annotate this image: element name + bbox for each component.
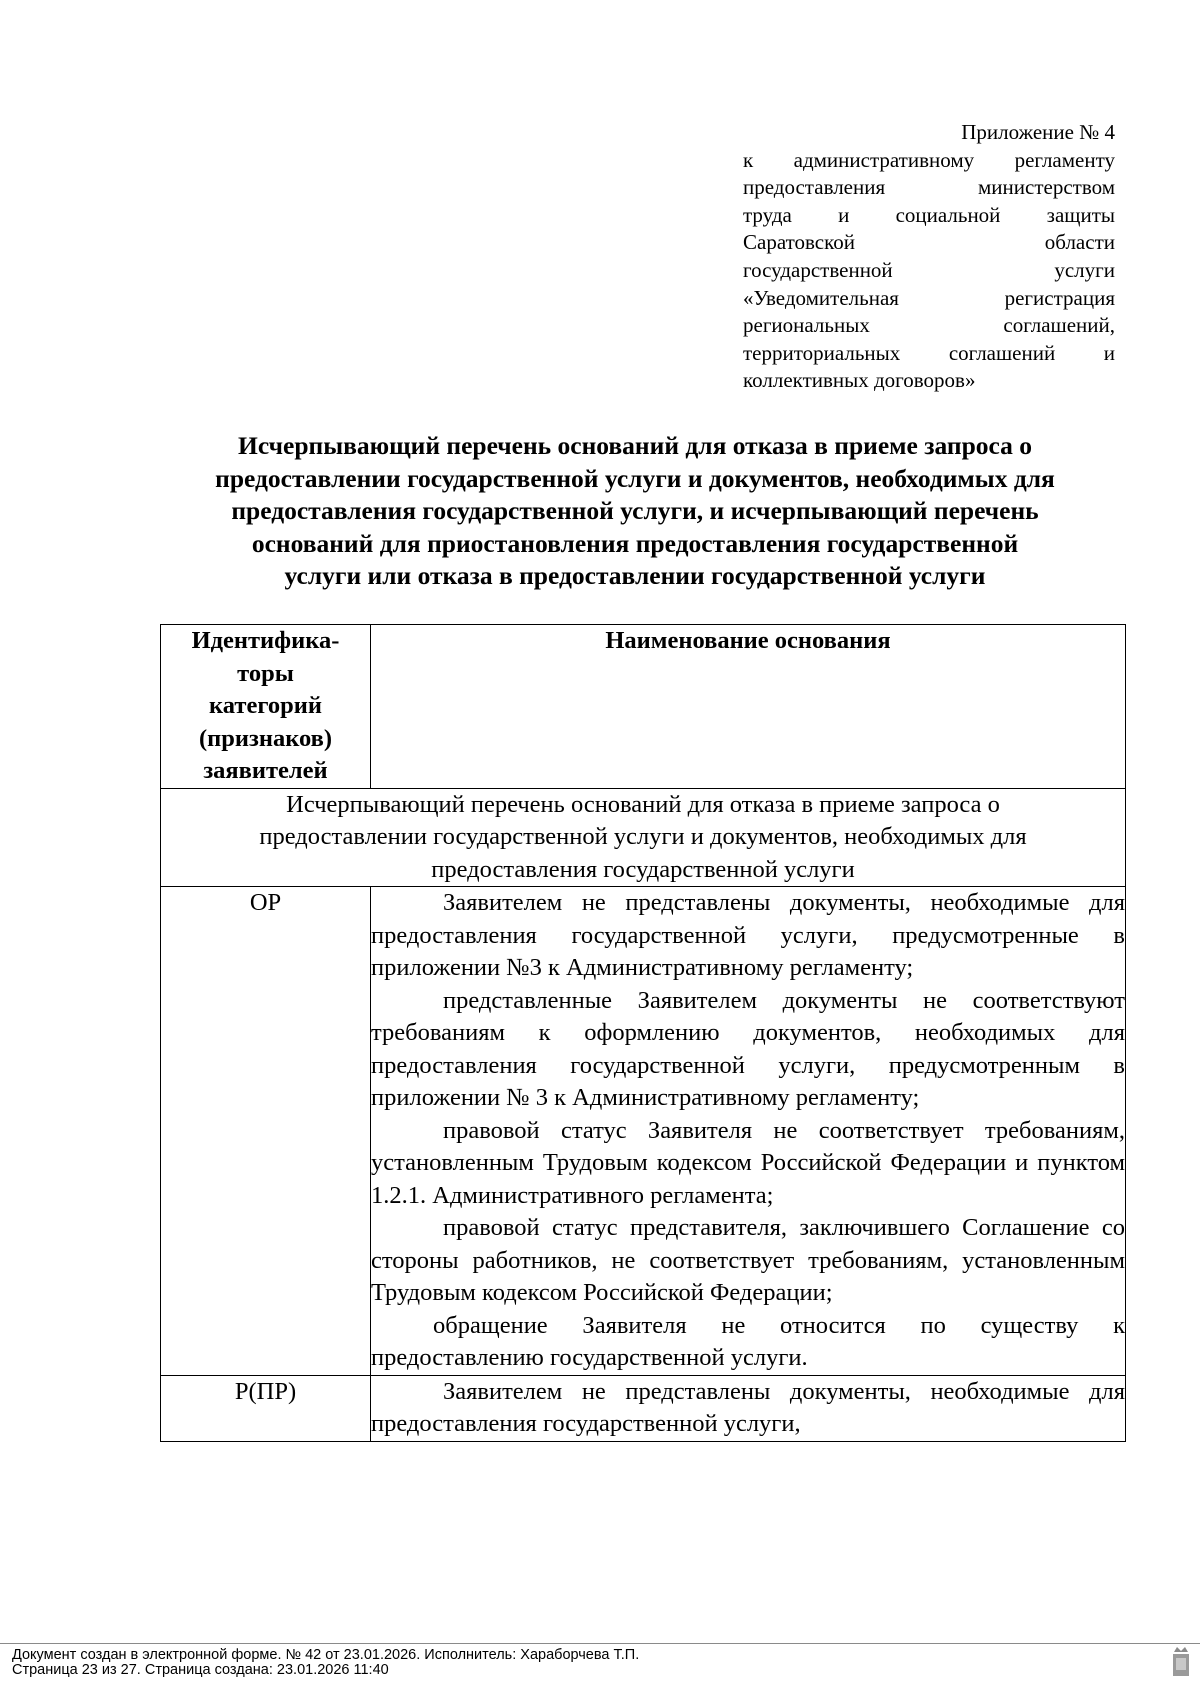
grounds-table (160, 624, 1126, 1442)
reason-paragraph: представленные Заявителем документы не соответствуют требованиям к оформлению документов, необходимых для предоставления государственной услуги, предусмотренным в приложении № 3 к Административному регламенту; (371, 986, 1125, 1111)
annex-line: коллективных договоров» (743, 368, 976, 393)
coat-of-arms-icon (1170, 1640, 1192, 1680)
annex-title: Приложение № 4 (961, 120, 1115, 144)
footer-divider (0, 1643, 1200, 1644)
reason-paragraph: Заявителем не представлены документы, необходимые для предоставления государственной услуги, (371, 1377, 1125, 1437)
category-cell: Р(ПР) (161, 1375, 371, 1441)
reason-paragraph: обращение Заявителя не относится по существу к предоставлению государственной услуги. (371, 1311, 1125, 1371)
reasons-cell (371, 1375, 1126, 1441)
section-heading (161, 788, 1126, 887)
header-basis-name: Наименование основания (371, 625, 1126, 789)
footer-line: Страница 23 из 27. Страница создана: 23.01.2026 11:40 (12, 1662, 389, 1678)
header-id-line: категорий (209, 692, 322, 719)
header-id-line: заявителей (203, 757, 328, 784)
annex-header (743, 119, 1115, 395)
header-id-line: (признаков) (198, 724, 333, 752)
document-title (150, 430, 1120, 593)
footer-line: Документ создан в электронной форме. № 42 от 23.01.2026. Исполнитель: Хараборчева Т.П. (12, 1647, 640, 1663)
header-id-line: торы (237, 659, 294, 687)
reason-paragraph: Заявителем не представлены документы, необходимые для предоставления государственной услуги, предусмотренные в приложении №3 к Административному регламенту; (371, 889, 1125, 981)
title-line: предоставления государственной услуги, и исчерпывающий перечень (231, 496, 1039, 525)
section-line: Исчерпывающий перечень оснований для отказа в приеме запроса о (286, 790, 1000, 818)
annex-line: региональных соглашений, (743, 313, 1115, 338)
table-header-row (161, 625, 1126, 789)
header-id-line: Идентифика- (191, 627, 340, 654)
annex-line: Саратовской области (743, 230, 1115, 255)
annex-line: «Уведомительная регистрация (743, 285, 1115, 310)
section-line: предоставлении государственной услуги и документов, необходимых для (259, 823, 1027, 850)
section-row (161, 788, 1126, 887)
category-cell: ОР (161, 887, 371, 1376)
document-footer (12, 1648, 639, 1678)
reason-paragraph: правовой статус Заявителя не соответствует требованиям, установленным Трудовым кодексом Российской Федерации и пунктом 1.2.1. Административного регламента; (371, 1116, 1125, 1209)
reason-paragraph: правовой статус представителя, заключившего Соглашение со стороны работников, не соответствует требованиям, установленным Трудовым кодексом Российской Федерации; (371, 1214, 1125, 1306)
title-line: предоставлении государственной услуги и документов, необходимых для (215, 463, 1055, 493)
annex-line: территориальных соглашений и (743, 340, 1115, 365)
table-row (161, 887, 1126, 1376)
reasons-cell (371, 887, 1126, 1376)
table-row (161, 1375, 1126, 1441)
title-line: услуги или отказа в предоставлении государственной услуги (284, 561, 986, 590)
title-line: Исчерпывающий перечень оснований для отказа в приеме запроса о (237, 431, 1033, 460)
title-line: оснований для приостановления предоставления государственной (251, 528, 1019, 558)
annex-line: к административному регламенту (743, 147, 1115, 172)
section-line: предоставления государственной услуги (431, 855, 855, 883)
annex-line: труда и социальной защиты (743, 202, 1115, 227)
header-category-ids (161, 625, 371, 789)
annex-line: предоставления министерством (743, 175, 1115, 200)
annex-line: государственной услуги (743, 257, 1115, 282)
